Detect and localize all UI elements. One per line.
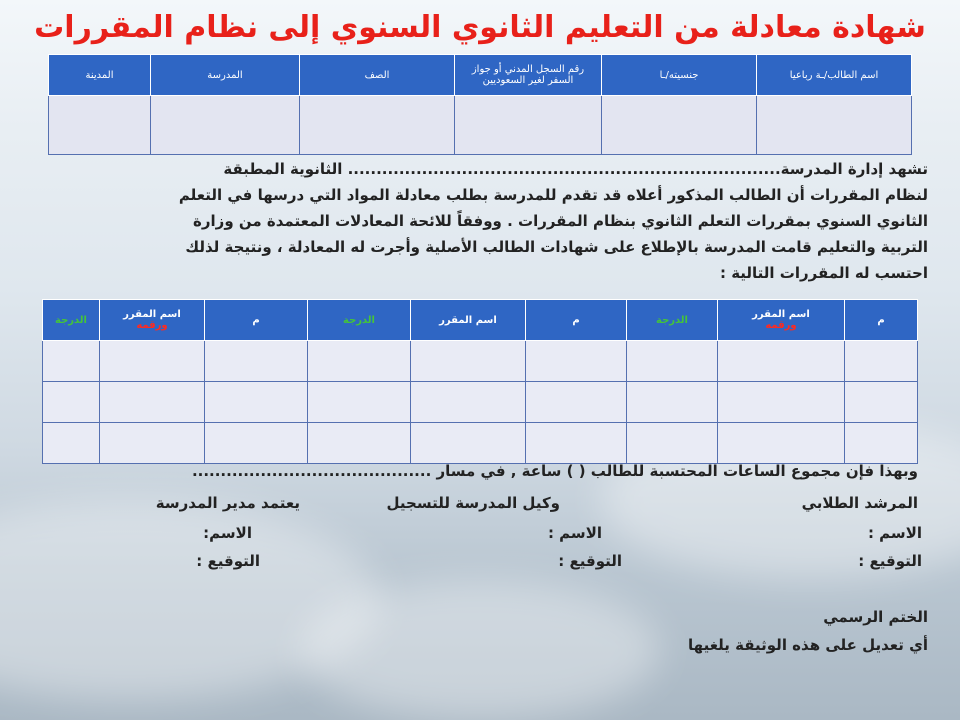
student-info-table [48, 54, 912, 155]
vice-name-label: الاسم : [547, 524, 602, 542]
cloud-decoration [300, 580, 660, 720]
header-course-name: اسم المقرر [411, 300, 526, 341]
header-course-name: اسم المقرر ورقمه [100, 300, 205, 341]
official-stamp-label: الختم الرسمي [823, 608, 928, 626]
table-cell[interactable] [43, 423, 100, 464]
paragraph-line: تشهد إدارة المدرسة............................................................................ الثانوية المطبقة [223, 160, 928, 178]
paragraph-line: لنظام المقررات أن الطالب المذكور أعلاه قد تقدم للمدرسة بطلب معادلة المواد التي درسها في التعلم [178, 186, 928, 204]
header-serial: م [205, 300, 308, 341]
school-cell[interactable] [151, 96, 300, 155]
table-cell[interactable] [308, 423, 411, 464]
paragraph-line: احتسب له المقررات التالية : [719, 264, 928, 282]
table-cell[interactable] [718, 423, 845, 464]
header-id-number: رقم السجل المدني أو جواز السفر لغير السعوديين [455, 55, 602, 96]
table-cell[interactable] [205, 341, 308, 382]
header-course-name: اسم المقرر ورقمه [718, 300, 845, 341]
table-row [43, 423, 918, 464]
table-row [43, 341, 918, 382]
info-data-row [49, 96, 912, 155]
certification-paragraph [38, 156, 928, 286]
info-header-row [49, 55, 912, 96]
table-cell[interactable] [411, 341, 526, 382]
table-cell[interactable] [627, 423, 718, 464]
city-cell[interactable] [49, 96, 151, 155]
table-cell[interactable] [100, 382, 205, 423]
table-cell[interactable] [43, 341, 100, 382]
header-score: الدرجة [308, 300, 411, 341]
paragraph-line: الثانوي السنوي بمقررات التعلم الثانوي بنظام المقررات . ووفقاً للائحة المعادلات المعتمدة من وزارة [193, 212, 928, 230]
table-cell[interactable] [100, 423, 205, 464]
table-cell[interactable] [627, 341, 718, 382]
header-city: المدينة [49, 55, 151, 96]
table-cell[interactable] [718, 382, 845, 423]
table-cell[interactable] [205, 423, 308, 464]
header-school: المدرسة [151, 55, 300, 96]
grade-level-cell[interactable] [300, 96, 455, 155]
total-hours-line: وبهذا فإن مجموع الساعات المحتسبة للطالب ( ) ساعة , في مسار .......................................... [191, 462, 918, 480]
table-cell[interactable] [845, 341, 918, 382]
vice-title: وكيل المدرسة للتسجيل [386, 494, 560, 512]
principal-name-label: الاسم: [203, 524, 252, 542]
header-grade-level: الصف [300, 55, 455, 96]
header-student-name: اسم الطالب/ـة رباعيا [757, 55, 912, 96]
table-cell[interactable] [308, 382, 411, 423]
table-cell[interactable] [205, 382, 308, 423]
table-cell[interactable] [308, 341, 411, 382]
courses-header-row [43, 300, 918, 341]
header-serial: م [845, 300, 918, 341]
table-cell[interactable] [845, 382, 918, 423]
table-cell[interactable] [845, 423, 918, 464]
modification-note: أي تعديل على هذه الوثيقة يلغيها [688, 636, 928, 654]
id-number-cell[interactable] [455, 96, 602, 155]
header-score: الدرجة [627, 300, 718, 341]
counselor-title: المرشد الطلابي [801, 494, 918, 512]
table-cell[interactable] [526, 423, 627, 464]
courses-table [42, 299, 918, 464]
header-score: الدرجة [43, 300, 100, 341]
table-cell[interactable] [718, 341, 845, 382]
counselor-signature-label: التوقيع : [858, 552, 922, 570]
paragraph-line: التربية والتعليم قامت المدرسة بالإطلاع على شهادات الطالب الأصلية وأجرت له المعادلة ، ونتيجة لذلك [185, 238, 928, 256]
nationality-cell[interactable] [602, 96, 757, 155]
table-row [43, 382, 918, 423]
table-cell[interactable] [526, 382, 627, 423]
header-serial: م [526, 300, 627, 341]
table-cell[interactable] [627, 382, 718, 423]
table-cell[interactable] [43, 382, 100, 423]
student-name-cell[interactable] [757, 96, 912, 155]
principal-signature-label: التوقيع : [196, 552, 260, 570]
table-cell[interactable] [411, 382, 526, 423]
document-title: شهادة معادلة من التعليم الثانوي السنوي إلى نظام المقررات [34, 10, 926, 45]
vice-signature-label: التوقيع : [558, 552, 622, 570]
principal-title: يعتمد مدير المدرسة [155, 494, 300, 512]
table-cell[interactable] [526, 341, 627, 382]
counselor-name-label: الاسم : [867, 524, 922, 542]
table-cell[interactable] [100, 341, 205, 382]
table-cell[interactable] [411, 423, 526, 464]
header-nationality: جنسيته/ـا [602, 55, 757, 96]
